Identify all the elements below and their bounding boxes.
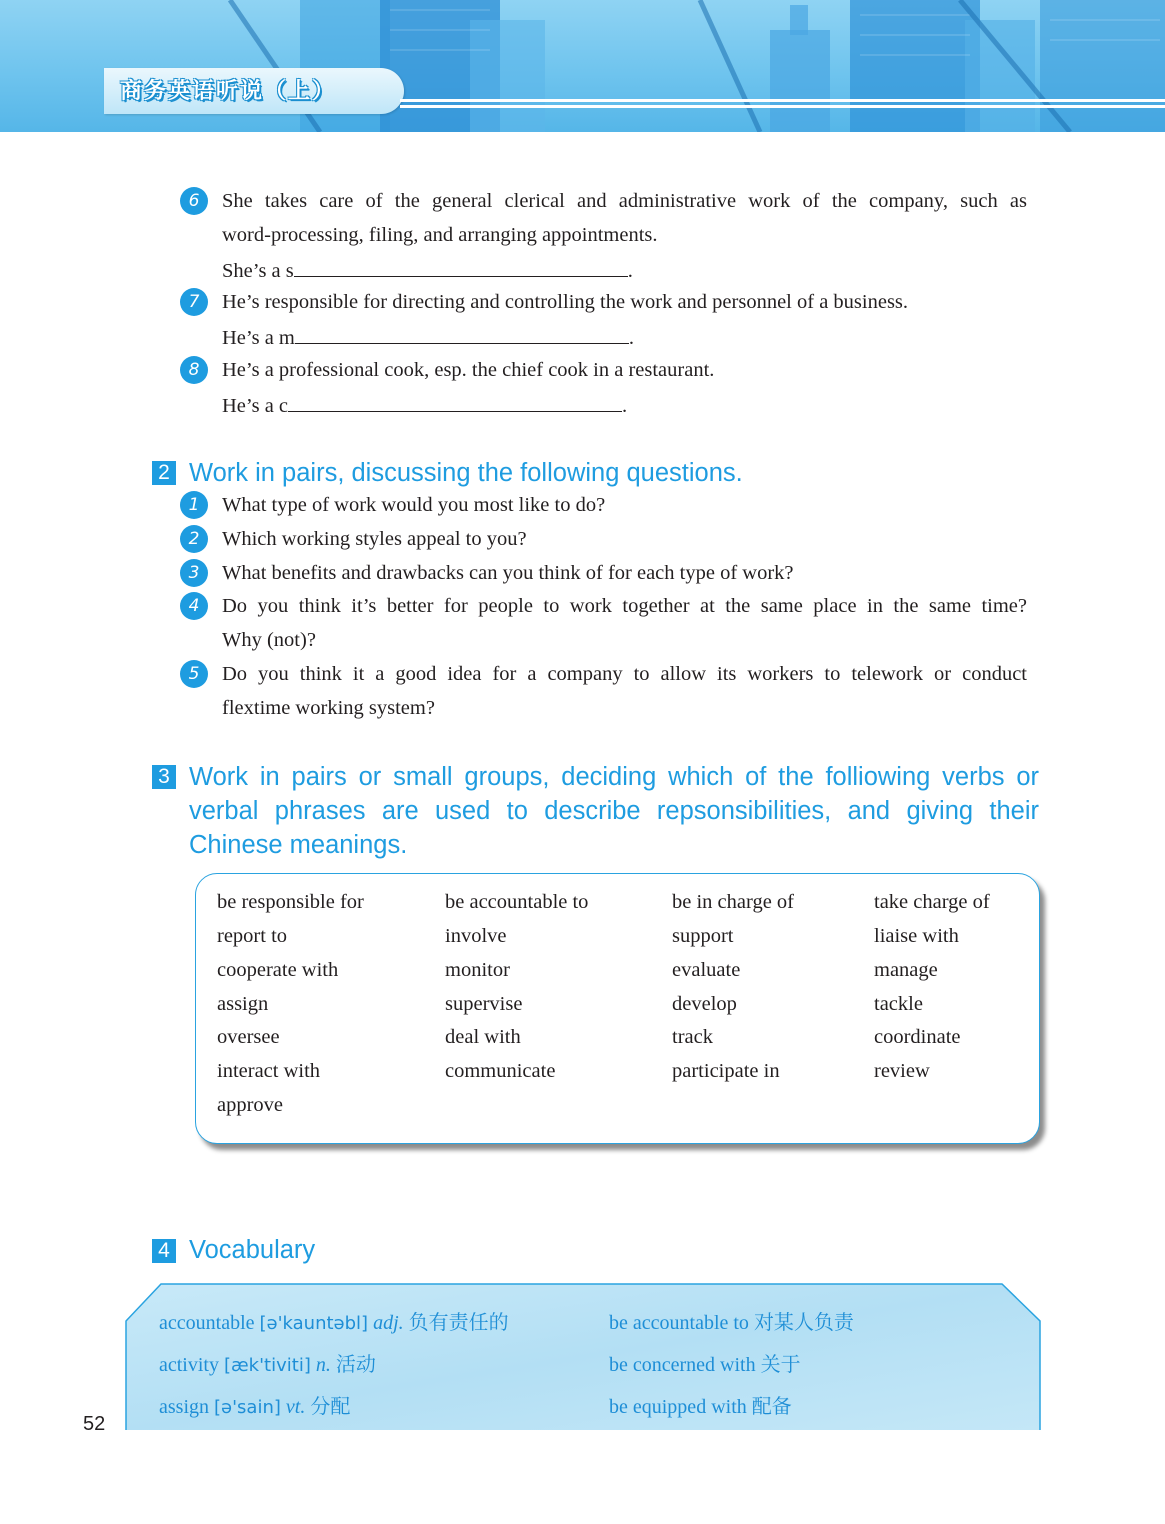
question-2-text: Which working styles appeal to you? <box>222 528 527 550</box>
question-1-text: What type of work would you most like to do? <box>222 494 606 516</box>
header-banner <box>0 0 1165 132</box>
section-3-number: 3 <box>152 765 176 789</box>
verb-phrase: assign <box>217 993 269 1015</box>
answer-blank-6[interactable] <box>294 257 628 277</box>
vocab-meaning: 对某人负责 <box>753 1312 854 1334</box>
verb-phrase: interact with <box>217 1060 321 1082</box>
question-number-5: 5 <box>180 660 208 688</box>
verb-phrase: be in charge of <box>672 891 794 913</box>
item-number-7: 7 <box>180 288 208 316</box>
item-6-answer-prefix: She’s a s <box>222 260 294 282</box>
verb-phrase: review <box>874 1060 930 1082</box>
vocab-phrase-entry <box>609 1394 792 1420</box>
verb-phrase: evaluate <box>672 959 741 981</box>
verb-phrase: take charge of <box>874 891 990 913</box>
vocab-entry-accountable <box>159 1310 509 1337</box>
vocab-meaning: 关于 <box>760 1354 801 1376</box>
vocab-pronunciation: [ə'sain] <box>214 1397 281 1418</box>
verb-phrase: develop <box>672 993 737 1015</box>
item-8-answer <box>222 392 627 418</box>
vocab-phrase: be equipped with <box>609 1396 747 1418</box>
item-7-answer <box>222 324 634 350</box>
item-7-answer-prefix: He’s a m <box>222 327 295 349</box>
vocab-word: accountable <box>159 1312 255 1334</box>
question-number-4: 4 <box>180 592 208 620</box>
verb-phrase: oversee <box>217 1026 280 1048</box>
question-5-text-line2: flextime working system? <box>222 697 435 719</box>
vocab-phrase-entry <box>609 1352 801 1378</box>
item-8-answer-prefix: He’s a c <box>222 395 289 417</box>
verb-phrase: supervise <box>445 993 523 1015</box>
vocab-entry-activity <box>159 1352 376 1379</box>
vocab-meaning: 配备 <box>751 1396 792 1418</box>
item-number-8: 8 <box>180 356 208 384</box>
verb-phrase: track <box>672 1026 713 1048</box>
vocab-meaning: 活动 <box>335 1354 376 1376</box>
vocab-word: assign <box>159 1396 209 1418</box>
item-number-6: 6 <box>180 187 208 215</box>
verb-phrase: monitor <box>445 959 510 981</box>
item-6-text-line1: She takes care of the general clerical and administrative work of the company, such as <box>222 190 1027 212</box>
item-8-answer-suffix: . <box>622 395 628 417</box>
vocab-phrase: be accountable to <box>609 1312 749 1334</box>
verb-phrase: report to <box>217 925 288 947</box>
question-4-text-line1: Do you think it’s better for people to work together at the same place in the same time? <box>222 595 1027 617</box>
verb-phrase: support <box>672 925 734 947</box>
vocab-pronunciation: [ə'kauntəbl] <box>259 1313 369 1334</box>
vocab-part-of-speech: adj. <box>373 1312 404 1334</box>
page-number: 52 <box>83 1413 106 1435</box>
question-5-text-line1: Do you think it a good idea for a company to allow its workers to telework or conduct <box>222 663 1027 685</box>
item-8-text-line1: He’s a professional cook, esp. the chief cook in a restaurant. <box>222 359 715 381</box>
verb-phrase: approve <box>217 1094 284 1116</box>
verb-phrase: deal with <box>445 1026 521 1048</box>
vocab-entry-assign <box>159 1394 350 1421</box>
section-3-title-line3: Chinese meanings. <box>189 831 408 859</box>
vocab-part-of-speech: vt. <box>285 1396 306 1418</box>
item-6-answer-suffix: . <box>627 260 633 282</box>
section-3-title-line2: verbal phrases are used to describe repsonsibilities, and giving their <box>189 797 1039 825</box>
vocab-phrase-entry <box>609 1310 854 1336</box>
vocab-word: activity <box>159 1354 219 1376</box>
vocab-phrase: be concerned with <box>609 1354 756 1376</box>
header-stripes <box>400 99 1165 115</box>
question-number-1: 1 <box>180 491 208 519</box>
section-4-title: Vocabulary <box>189 1236 316 1264</box>
question-4-text-line2: Why (not)? <box>222 629 316 651</box>
book-title: 商务英语听说（上） <box>120 79 337 104</box>
vocab-part-of-speech: n. <box>315 1354 331 1376</box>
verb-phrase: liaise with <box>874 925 959 947</box>
answer-blank-8[interactable] <box>288 392 622 412</box>
answer-blank-7[interactable] <box>295 324 629 344</box>
vocab-pronunciation: [æk'tiviti] <box>223 1355 311 1376</box>
verb-phrase: tackle <box>874 993 923 1015</box>
verb-phrase: be responsible for <box>217 891 364 913</box>
section-3-title-line1: Work in pairs or small groups, deciding which of the folliowing verbs or <box>189 763 1039 791</box>
verb-phrase: coordinate <box>874 1026 961 1048</box>
section-4-number: 4 <box>152 1239 176 1263</box>
question-number-3: 3 <box>180 559 208 587</box>
verb-phrase: be accountable to <box>445 891 589 913</box>
section-2-title: Work in pairs, discussing the following questions. <box>189 459 743 487</box>
verb-phrase: participate in <box>672 1060 780 1082</box>
item-6-text-line2: word-processing, filing, and arranging appointments. <box>222 224 658 246</box>
verb-phrase: involve <box>445 925 507 947</box>
item-6-answer <box>222 257 633 283</box>
verb-phrase: communicate <box>445 1060 556 1082</box>
item-7-text-line1: He’s responsible for directing and controlling the work and personnel of a business. <box>222 291 909 313</box>
question-3-text: What benefits and drawbacks can you think of for each type of work? <box>222 562 794 584</box>
section-2-number: 2 <box>152 461 176 485</box>
verb-phrase: cooperate with <box>217 959 339 981</box>
verb-phrase: manage <box>874 959 938 981</box>
question-number-2: 2 <box>180 525 208 553</box>
item-7-answer-suffix: . <box>628 327 634 349</box>
vocab-meaning: 负有责任的 <box>408 1312 509 1334</box>
vocab-meaning: 分配 <box>310 1396 351 1418</box>
